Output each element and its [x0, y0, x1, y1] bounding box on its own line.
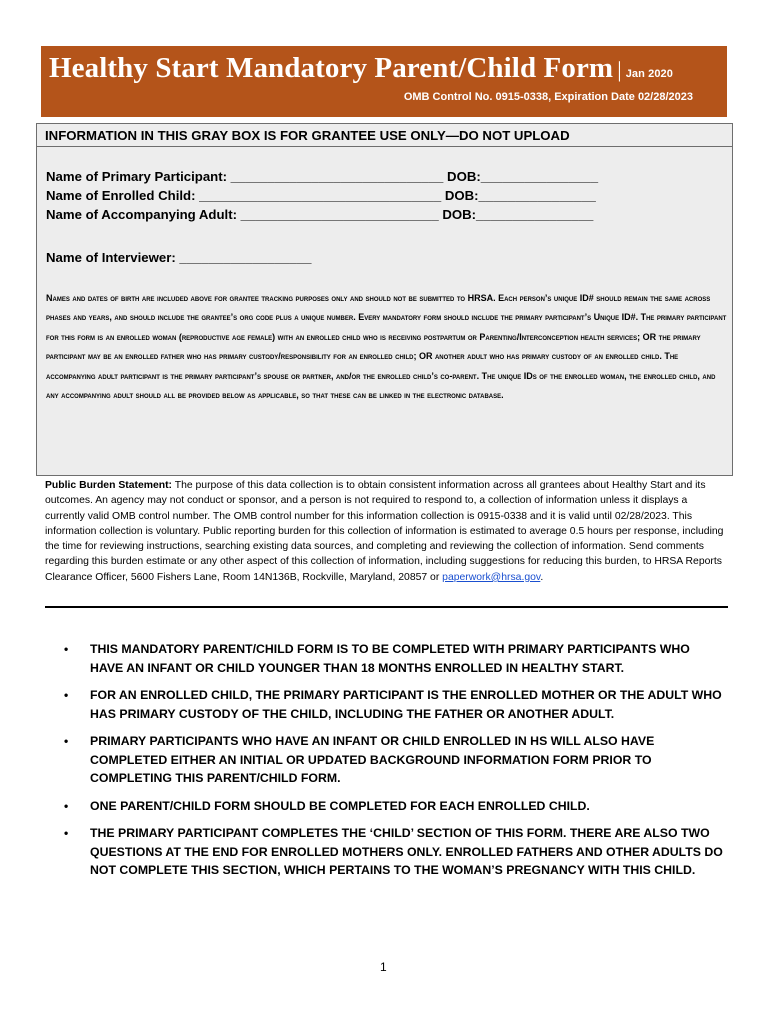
bullet-icon: •: [64, 798, 69, 813]
list-item-text: FOR AN ENROLLED CHILD, THE PRIMARY PARTICIPANT IS THE ENROLLED MOTHER OR THE ADULT WHO HAS PRIMARY CUSTODY OF THE CHILD, INCLUDING THE FATHER OR ANOTHER ADULT.: [90, 688, 722, 721]
list-item: [64, 797, 726, 816]
burden-label: Public Burden Statement:: [45, 480, 173, 491]
form-header: [41, 46, 727, 117]
interviewer-line: Name of Interviewer: __________________: [46, 250, 312, 265]
burden-text: The purpose of this data collection is to obtain consistent information across all grantees about Healthy Start and its outcomes. An agency may not conduct or sponsor, and a person is not required to respond to, a collection of information unless it displays a currently valid OMB control number. The OMB control number for this information collection is 0915-0338 and it is valid until 02/28/2023. This information collection is voluntary. Public reporting burden for this collection of information is estimated to average 0.5 hours per response, including the time for reviewing instructions, searching existing data sources, and completing and reviewing the collection of information. Send comments regarding this burden estimate or any other aspect of this collection of information, including suggestions for reducing this burden, to HRSA Reports Clearance Officer, 5600 Fishers Lane, Room 14N136B, Rockville, Maryland, 20857 or: [45, 480, 724, 583]
form-date: Jan 2020: [625, 68, 673, 80]
bullet-icon: •: [64, 826, 69, 840]
omb-control: OMB Control No. 0915-0338, Expiration Date 02/28/2023: [403, 91, 693, 103]
title-text: Healthy Start Mandatory Parent/Child Form: [49, 52, 614, 84]
instruction-list: [64, 640, 726, 889]
list-item: [64, 732, 726, 788]
public-burden-statement: [45, 478, 728, 585]
bullet-icon: •: [64, 642, 69, 656]
list-item: [64, 824, 726, 880]
list-item-text: ONE PARENT/CHILD FORM SHOULD BE COMPLETED FOR EACH ENROLLED CHILD.: [90, 798, 590, 813]
page-number: 1: [380, 960, 387, 974]
list-item: [64, 686, 726, 723]
tracking-notice: Names and dates of birth are included above for grantee tracking purposes only and should not be submitted to HRSA. Each person’s unique ID# should remain the same across phases and years, and should include the grantee’s org code plus a unique number. Every mandatory form should include the primary participant’s Unique ID#. The primary participant for this form is an enrolled woman (reproductive age female) with an enrolled child who is receiving postpartum or Parenting/Interconception health services; OR the primary participant may be an enrolled father who has primary custody/responsibility for an enrolled child; OR another adult who has primary custody of an enrolled child. The accompanying adult participant is the primary participant’s spouse or partner, and/or the enrolled child’s co-parent. The unique IDs of the enrolled woman, the enrolled child, and any accompanying adult should all be provided below as applicable, so that these can be linked in the electronic database.: [46, 293, 727, 401]
title-separator: |: [617, 57, 622, 82]
bullet-icon: •: [64, 734, 69, 748]
email-link[interactable]: paperwork@hrsa.gov: [442, 571, 541, 583]
name-fields: [46, 167, 598, 224]
grantee-gray-box: [36, 123, 733, 476]
divider: [45, 606, 728, 608]
primary-participant-line: Name of Primary Participant: _____________________________ DOB:________________: [46, 169, 599, 184]
gray-box-heading: INFORMATION IN THIS GRAY BOX IS FOR GRANTEE USE ONLY—DO NOT UPLOAD: [37, 124, 732, 147]
form-title: [49, 52, 673, 85]
list-item-text: THIS MANDATORY PARENT/CHILD FORM IS TO BE COMPLETED WITH PRIMARY PARTICIPANTS WHO HAVE AN INFANT OR CHILD YOUNGER THAN 18 MONTHS ENROLLED IN HEALTHY START.: [90, 642, 690, 675]
enrolled-child-line: Name of Enrolled Child: _________________________________ DOB:________________: [46, 188, 596, 203]
accompanying-adult-line: Name of Accompanying Adult: ___________________________ DOB:________________: [46, 207, 594, 222]
bullet-icon: •: [64, 688, 69, 702]
list-item-text: PRIMARY PARTICIPANTS WHO HAVE AN INFANT OR CHILD ENROLLED IN HS WILL ALSO HAVE COMPLETED EITHER AN INITIAL OR UPDATED BACKGROUND INFORMATION FORM PRIOR TO COMPLETING THIS PARENT/CHILD FORM.: [90, 734, 655, 785]
list-item: [64, 640, 726, 677]
burden-end: .: [540, 571, 544, 583]
list-item-text: THE PRIMARY PARTICIPANT COMPLETES THE ‘CHILD’ SECTION OF THIS FORM. THERE ARE ALSO TWO QUESTIONS AT THE END FOR ENROLLED MOTHERS ONLY. ENROLLED FATHERS AND OTHER ADULTS DO NOT COMPLETE THIS SECTION, WHICH PERTAINS TO THE WOMAN’S PREGNANCY WITH THIS CHILD.: [90, 826, 723, 877]
